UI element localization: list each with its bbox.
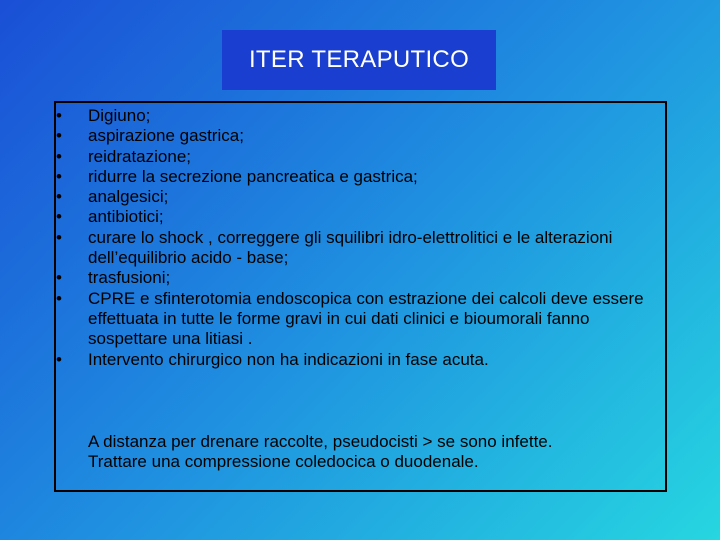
list-item: • Intervento chirurgico non ha indicazioni in fase acuta. — [56, 349, 489, 369]
bullet-icon: • — [56, 187, 62, 207]
bullet-icon: • — [56, 288, 62, 308]
bullet-icon: • — [56, 268, 62, 288]
list-item: • analgesici; — [56, 187, 169, 207]
continuation-text — [54, 432, 669, 473]
list-item: • antibiotici; — [56, 207, 164, 227]
list-item: • CPRE e sfinterotomia endoscopica con estrazione dei calcoli deve essere effettuata in tutte le forme gravi in cui dati clinici e bioumorali fanno sospettare una litiasi . — [56, 288, 644, 349]
bullet-icon: • — [56, 106, 62, 125]
continuation-line: Trattare una compressione coledocica o duodenale. — [88, 452, 479, 472]
bullet-icon: • — [56, 207, 62, 227]
slide-title: ITER TERAPUTICO — [248, 46, 470, 73]
bullet-icon: • — [56, 126, 62, 146]
bullet-icon: • — [56, 349, 62, 369]
list-item: • aspirazione gastrica; — [56, 126, 244, 146]
list-item: • Digiuno; — [56, 106, 151, 125]
bullet-list — [54, 106, 669, 370]
list-item: • curare lo shock , correggere gli squilibri idro-elettrolitici e le alterazioni dell’equilibrio acido - base; — [56, 227, 613, 268]
list-item: • trasfusioni; — [56, 268, 171, 288]
bullet-icon: • — [56, 227, 62, 247]
list-item: • ridurre la secrezione pancreatica e gastrica; — [56, 166, 418, 186]
slide-title-box — [222, 30, 496, 90]
continuation-line: A distanza per drenare raccolte, pseudocisti > se sono infette. — [88, 432, 553, 451]
list-item: • reidratazione; — [56, 146, 192, 166]
bullet-icon: • — [56, 166, 62, 186]
bullet-icon: • — [56, 146, 62, 166]
